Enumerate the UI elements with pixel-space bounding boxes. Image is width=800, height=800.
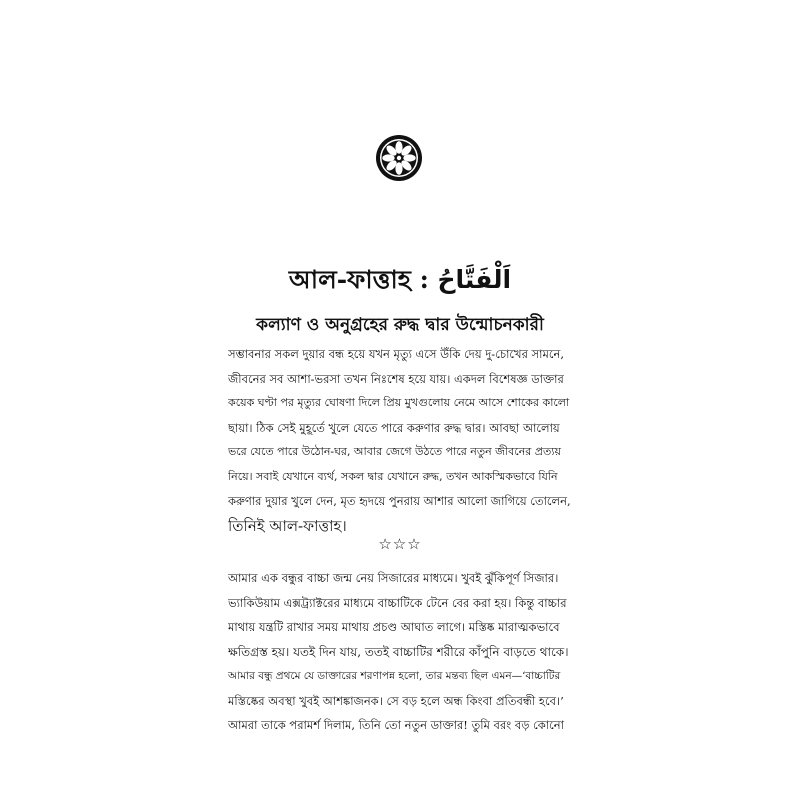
paragraph-line: আমার বন্ধু প্রথমে যে ডাক্তারের শরণাপন্ন হলো, তার মন্তব্য ছিল এমন—‘বাচ্চাটির bbox=[228, 670, 561, 682]
chapter-subtitle: কল্যাণ ও অনুগ্রহের রুদ্ধ দ্বার উন্মোচনকারী bbox=[256, 315, 544, 335]
paragraph-line: ছায়া। ঠিক সেই মুহূর্তে খুলে যেতে পারে করুণার রুদ্ধ দ্বার। আবছা আলোয় bbox=[228, 420, 560, 435]
chapter-title-bengali: আল-ফাত্তাহ : bbox=[288, 265, 438, 294]
paragraph-line: ভরে যেতে পারে উঠোন-ঘর, আবার জেগে উঠতে পারে নতুন জীবনের প্রত্যয় bbox=[228, 445, 561, 458]
paragraph-line: মাথায় যন্ত্রটি রাখার সময় মাথায় প্রচণ্ড আঘাত লাগে। মস্তিষ্ক মারাত্মকভাবে bbox=[228, 620, 560, 634]
body-paragraph-1 bbox=[228, 342, 572, 538]
paragraph-line: কয়েক ঘণ্টা পর মৃত্যুর ঘোষণা দিলে প্রিয় মুখগুলোয় নেমে আসে শোকের কালো bbox=[228, 396, 570, 409]
paragraph-line: ক্ষতিগ্রস্ত হয়। যতই দিন যায়, ততই বাচ্চাটির শরীরে কাঁপুনি বাড়তে থাকে। bbox=[228, 644, 569, 659]
section-separator: ☆☆☆ bbox=[378, 535, 422, 553]
paragraph-line: সম্ভাবনার সকল দুয়ার বন্ধ হয়ে যখন মৃত্যু এসে উঁকি দেয় দু-চোখের সামনে, bbox=[228, 347, 565, 361]
body-paragraph-2 bbox=[228, 566, 572, 738]
paragraph-line: নিয়ে। সবাই যেখানে ব্যর্থ, সকল দ্বার যেখানে রুদ্ধ, তখন আকস্মিকভাবে যিনি bbox=[228, 469, 558, 483]
paragraph-line: করুণার দুয়ার খুলে দেন, মৃত হৃদয়ে পুনরায় আশার আলো জাগিয়ে তোলেন, bbox=[228, 494, 571, 508]
paragraph-line: আমরা তাকে পরামর্শ দিলাম, তিনি তো নতুন ডাক্তার! তুমি বরং বড় কোনো bbox=[228, 718, 565, 732]
paragraph-line: আমার এক বন্ধুর বাচ্চা জন্ম নেয় সিজারের মাধ্যমে। খুবই ঝুঁকিপূর্ণ সিজার। bbox=[228, 571, 559, 585]
flower-medallion-icon bbox=[374, 133, 424, 183]
paragraph-line: ভ্যাকিউয়াম এক্সট্র্যাক্টরের মাধ্যমে বাচ্চাটিকে টেনে বের করা হয়। কিন্তু বাচ্চার bbox=[228, 595, 567, 610]
chapter-title-arabic: اَلْفَتَّاحُ bbox=[437, 265, 512, 294]
chapter-title bbox=[0, 262, 800, 298]
paragraph-line: জীবনের সব আশা-ভরসা তখন নিঃশেষ হয়ে যায়। একদল বিশেষজ্ঞ ডাক্তার bbox=[228, 371, 564, 386]
paragraph-line: তিনিই আল-ফাত্তাহ। bbox=[228, 516, 347, 535]
paragraph-line: মস্তিষ্কের অবস্থা খুবই আশঙ্কাজনক। সে বড় হলে অন্ধ কিংবা প্রতিবন্ধী হবে।’ bbox=[228, 693, 564, 708]
